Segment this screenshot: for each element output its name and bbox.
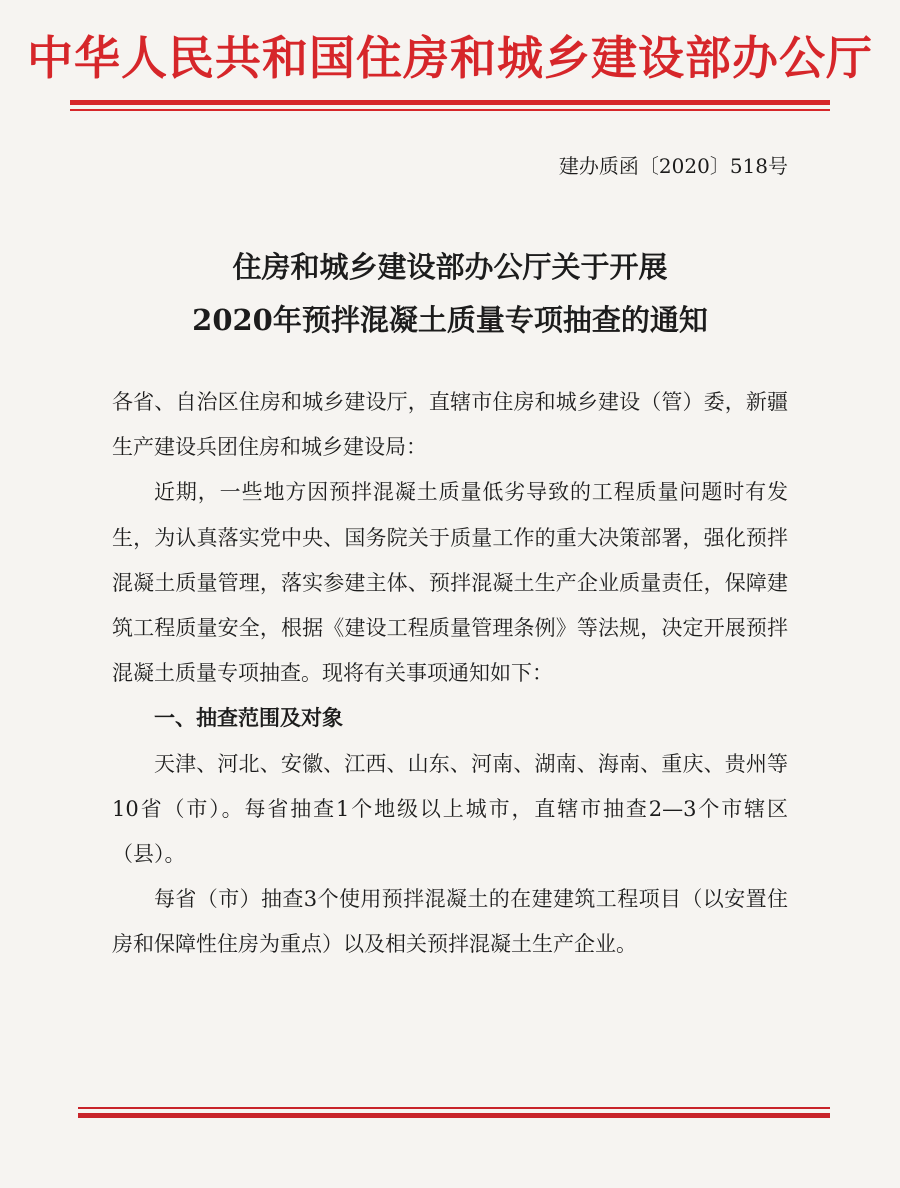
- section-1-heading: 一、抽查范围及对象: [154, 706, 343, 731]
- document-body: [112, 380, 788, 968]
- recipients-paragraph: 各省、自治区住房和城乡建设厅，直辖市住房和城乡建设（管）委，新疆生产建设兵团住房和城乡建设局：: [112, 390, 788, 460]
- footer-red-rule-thick: [78, 1113, 830, 1118]
- header-red-rule-thin: [70, 109, 830, 111]
- section-1-paragraph-1: 天津、河北、安徽、江西、山东、河南、湖南、海南、重庆、贵州等10省（市）。每省抽查1个地级以上城市，直辖市抽查2—3个市辖区（县）。: [112, 751, 788, 867]
- section-1-paragraph-2: 每省（市）抽查3个使用预拌混凝土的在建建筑工程项目（以安置住房和保障性住房为重点）以及相关预拌混凝土生产企业。: [112, 887, 788, 957]
- document-number: 建办质函〔2020〕518号: [558, 154, 788, 178]
- header-red-rule-thick: [70, 100, 830, 105]
- footer-red-rule-thin: [78, 1107, 830, 1109]
- document-title-line-1: 住房和城乡建设部办公厅关于开展: [232, 250, 668, 284]
- document-title-line-2: 2020年预拌混凝土质量专项抽查的通知: [192, 303, 708, 337]
- issuer-header: 中华人民共和国住房和城乡建设部办公厅: [27, 31, 873, 85]
- intro-paragraph: 近期，一些地方因预拌混凝土质量低劣导致的工程质量问题时有发生，为认真落实党中央、国务院关于质量工作的重大决策部署，强化预拌混凝土质量管理，落实参建主体、预拌混凝土生产企业质量责任，保障建筑工程质量安全，根据《建设工程质量管理条例》等法规，决定开展预拌混凝土质量专项抽查。现将有关事项通知如下：: [112, 480, 788, 686]
